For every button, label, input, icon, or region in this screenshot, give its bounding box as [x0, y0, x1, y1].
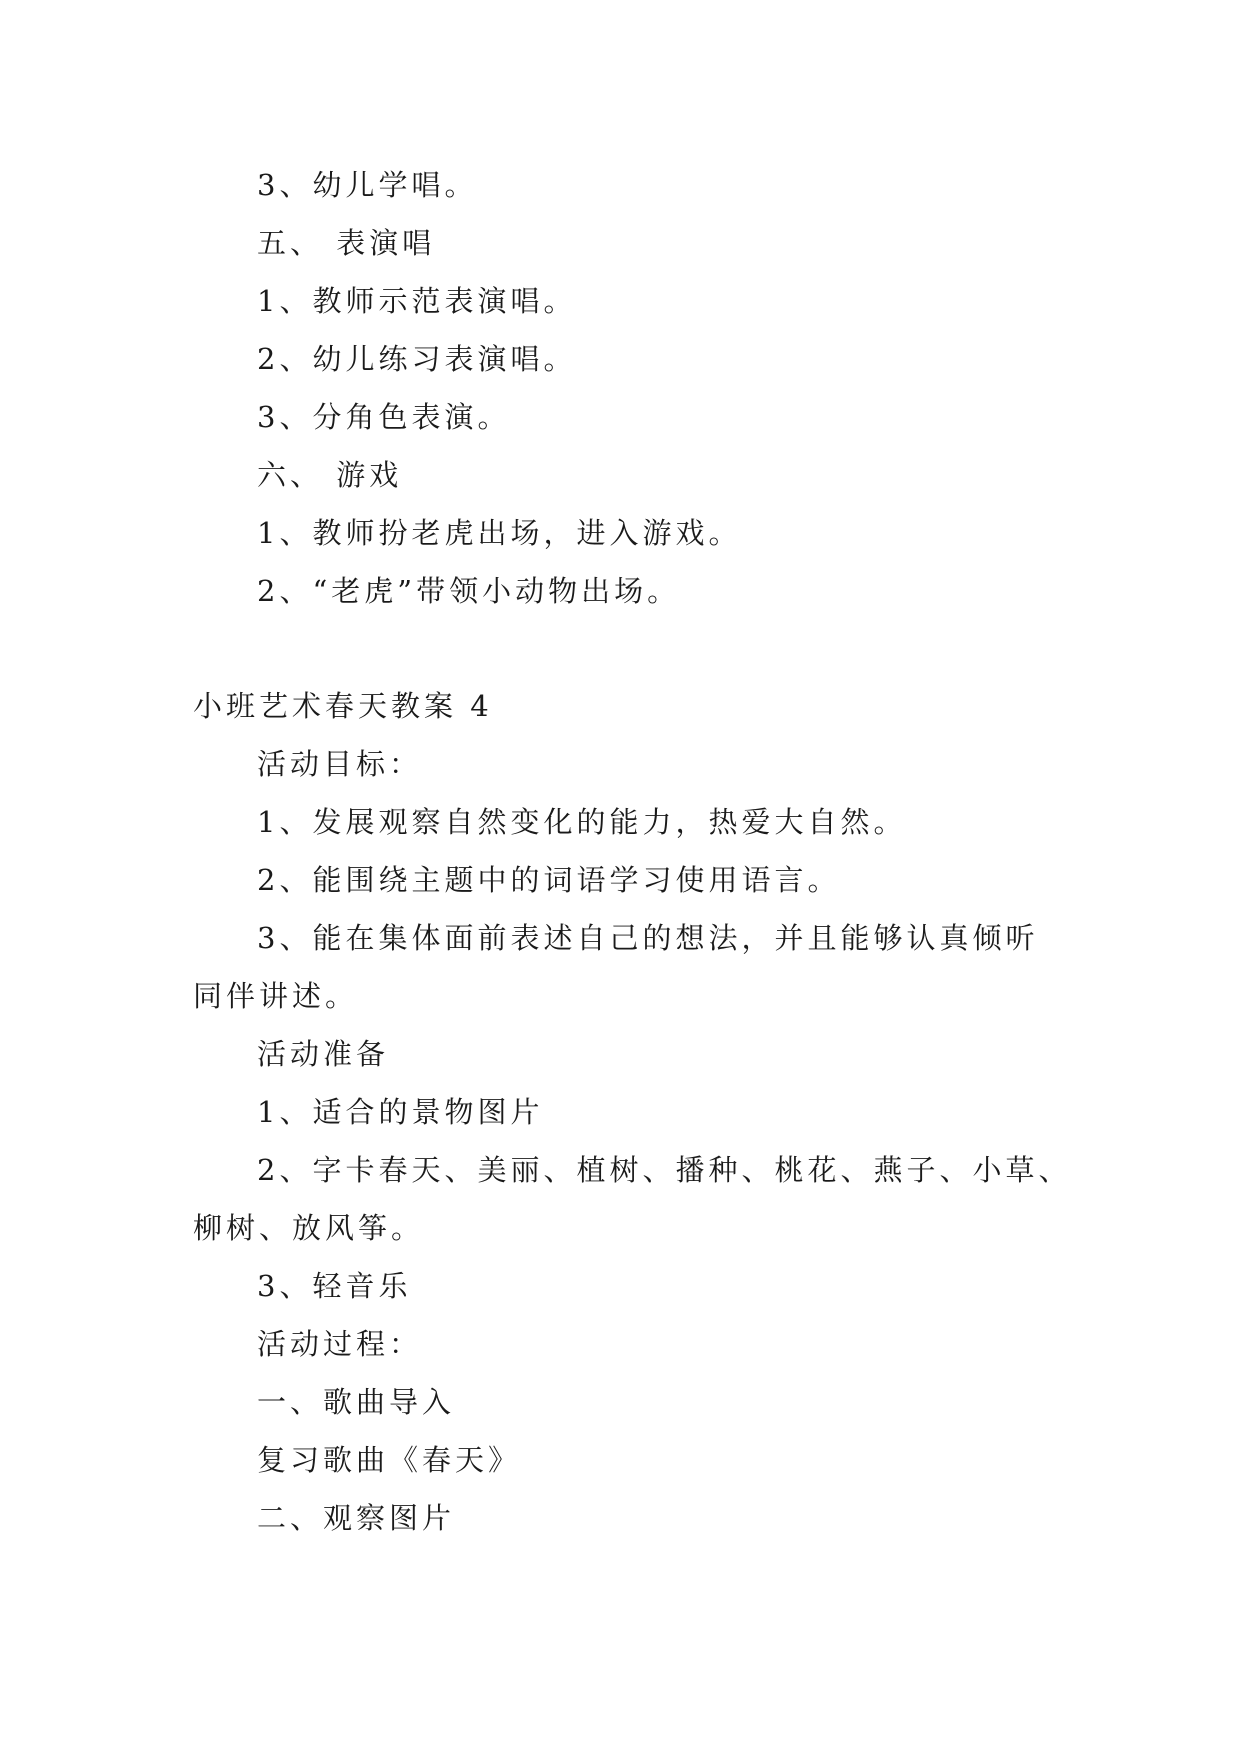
section-heading: 活动目标：	[257, 747, 423, 781]
paragraph-line: 1、发展观察自然变化的能力，热爱大自然。	[257, 805, 907, 839]
section-heading: 六、 游戏	[257, 458, 403, 492]
paragraph-line: 复习歌曲《春天》	[257, 1443, 522, 1477]
document-title: 小班艺术春天教案 4	[193, 689, 493, 723]
paragraph-line: 2、能围绕主题中的词语学习使用语言。	[257, 863, 841, 897]
paragraph-line: 3、幼儿学唱。	[257, 168, 478, 202]
section-heading: 活动过程：	[257, 1327, 423, 1361]
paragraph-line: 2、字卡春天、美丽、植树、播种、桃花、燕子、小草、	[257, 1153, 1072, 1187]
section-heading: 一、歌曲导入	[257, 1385, 456, 1419]
section-heading: 二、观察图片	[257, 1501, 456, 1535]
section-heading: 活动准备	[257, 1037, 390, 1071]
paragraph-line: 1、适合的景物图片	[257, 1095, 544, 1129]
paragraph-line-continued: 柳树、放风筝。	[193, 1211, 425, 1245]
paragraph-line: 3、能在集体面前表述自己的想法，并且能够认真倾听	[257, 921, 1039, 955]
paragraph-line: 2、幼儿练习表演唱。	[257, 342, 577, 376]
paragraph-line: 1、教师扮老虎出场，进入游戏。	[257, 516, 742, 550]
paragraph-line: 3、分角色表演。	[257, 400, 511, 434]
section-heading: 五、 表演唱	[257, 226, 436, 260]
paragraph-line: 2、“老虎”带领小动物出场。	[257, 574, 681, 608]
paragraph-line-continued: 同伴讲述。	[193, 979, 359, 1013]
paragraph-line: 3、轻音乐	[257, 1269, 412, 1303]
paragraph-line: 1、教师示范表演唱。	[257, 284, 577, 318]
